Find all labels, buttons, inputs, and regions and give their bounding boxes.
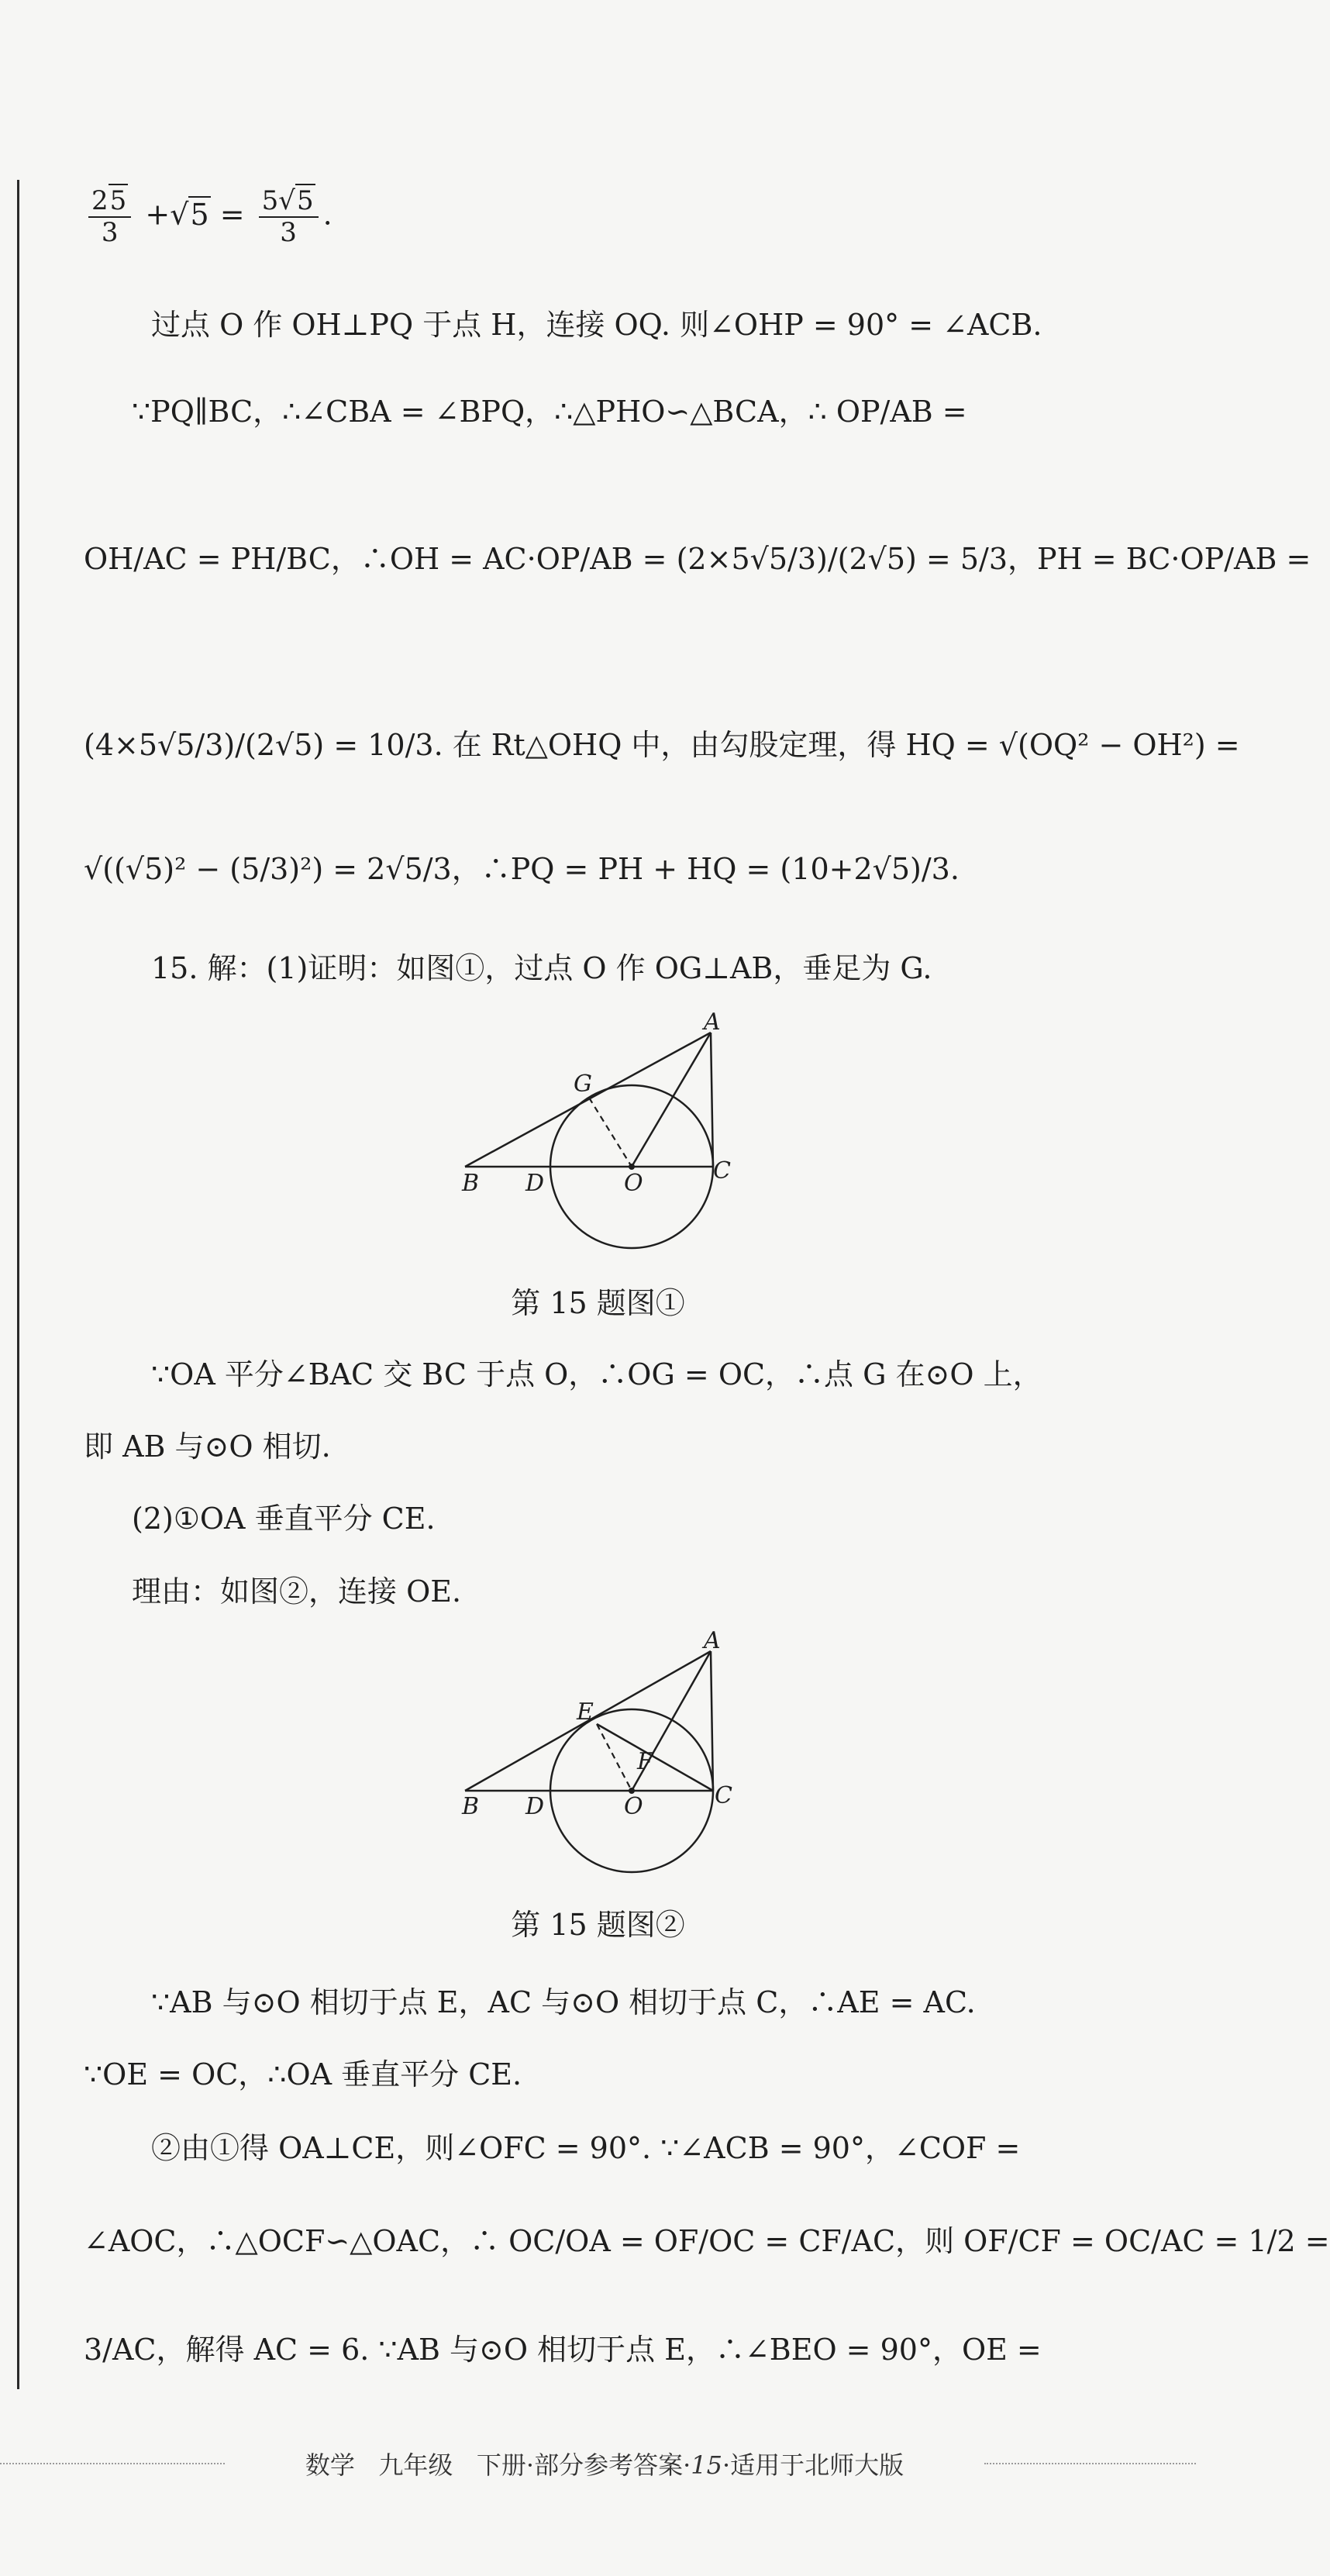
line-15: ∠AOC，∴△OCF∽△OAC，∴ OC/OA = OF/OC = CF/AC，则 OF/CF = OC/AC = 1/2 =: [84, 2224, 1330, 2258]
fig1-label-D: D: [525, 1170, 545, 1197]
line-7: 15. 解：(1)证明：如图①，过点 O 作 OG⊥AB，垂足为 G.: [151, 951, 932, 985]
fig1-label-A: A: [704, 1009, 721, 1036]
line-11: 理由：如图②，连接 OE.: [132, 1574, 462, 1609]
figure-2-caption: 第 15 题图②: [511, 1908, 685, 1942]
fig1-label-C: C: [713, 1157, 731, 1185]
footer-section: 部分参考答案: [534, 2450, 684, 2480]
footer-volume: 下册: [476, 2450, 526, 2480]
fig1-label-O: O: [624, 1170, 643, 1197]
line-13: ∵OE = OC，∴OA 垂直平分 CE.: [84, 2057, 522, 2091]
line-6: √((√5)² − (5/3)²) = 2√5/3，∴PQ = PH + HQ = (10+2√5)/3.: [84, 852, 960, 886]
footer-page-number: 15: [691, 2450, 722, 2480]
footer-rule-left: [0, 2463, 225, 2464]
line-12: ∵AB 与⊙O 相切于点 E，AC 与⊙O 相切于点 C，∴AE = AC.: [151, 1985, 976, 2019]
footer-edition: 适用于北师大版: [730, 2450, 904, 2480]
line-5: (4×5√5/3)/(2√5) = 10/3. 在 Rt△OHQ 中，由勾股定理，得 HQ = √(OQ² − OH²) =: [84, 728, 1240, 762]
figure-1-caption: 第 15 题图①: [511, 1286, 685, 1320]
fig2-label-F: F: [637, 1748, 653, 1775]
figure-2-diagram: [434, 1628, 760, 1853]
line-10: (2)①OA 垂直平分 CE.: [132, 1502, 436, 1536]
line-1: $\frac{25}{3}$ +√5 = $\frac{5√5}{3}$ .: [84, 186, 1111, 248]
fig2-label-O: O: [624, 1793, 643, 1820]
page-footer: 数学 九年级 下册·部分参考答案·15·适用于北师大版: [305, 2450, 904, 2480]
line-2: 过点 O 作 OH⊥PQ 于点 H，连接 OQ. 则∠OHP = 90° = ∠ACB.: [151, 308, 1042, 342]
fig2-label-C: C: [715, 1782, 732, 1809]
fig2-label-E: E: [577, 1698, 594, 1726]
line-4: OH/AC = PH/BC，∴OH = AC·OP/AB = (2×5√5/3)/(2√5) = 5/3，PH = BC·OP/AB =: [84, 542, 1311, 576]
line-9: 即 AB 与⊙O 相切.: [84, 1429, 331, 1464]
line-3: ∵PQ∥BC，∴∠CBA = ∠BPQ，∴△PHO∽△BCA，∴ OP/AB =: [132, 395, 967, 429]
footer-grade: 九年级: [378, 2450, 453, 2480]
line-14: ②由①得 OA⊥CE，则∠OFC = 90°. ∵∠ACB = 90°，∠COF =: [151, 2131, 1021, 2165]
footer-subject: 数学: [305, 2450, 355, 2480]
line-8: ∵OA 平分∠BAC 交 BC 于点 O，∴OG = OC，∴点 G 在⊙O 上，: [151, 1357, 1042, 1391]
fig2-label-A: A: [704, 1627, 721, 1654]
fig2-label-D: D: [525, 1793, 545, 1820]
fig1-label-G: G: [574, 1071, 592, 1098]
line-16: 3/AC，解得 AC = 6. ∵AB 与⊙O 相切于点 E，∴∠BEO = 90°，OE =: [84, 2333, 1042, 2367]
fig1-label-B: B: [462, 1170, 480, 1197]
fig2-label-B: B: [462, 1793, 480, 1820]
footer-rule-right: [984, 2463, 1196, 2464]
figure-1-diagram: [434, 1008, 760, 1256]
